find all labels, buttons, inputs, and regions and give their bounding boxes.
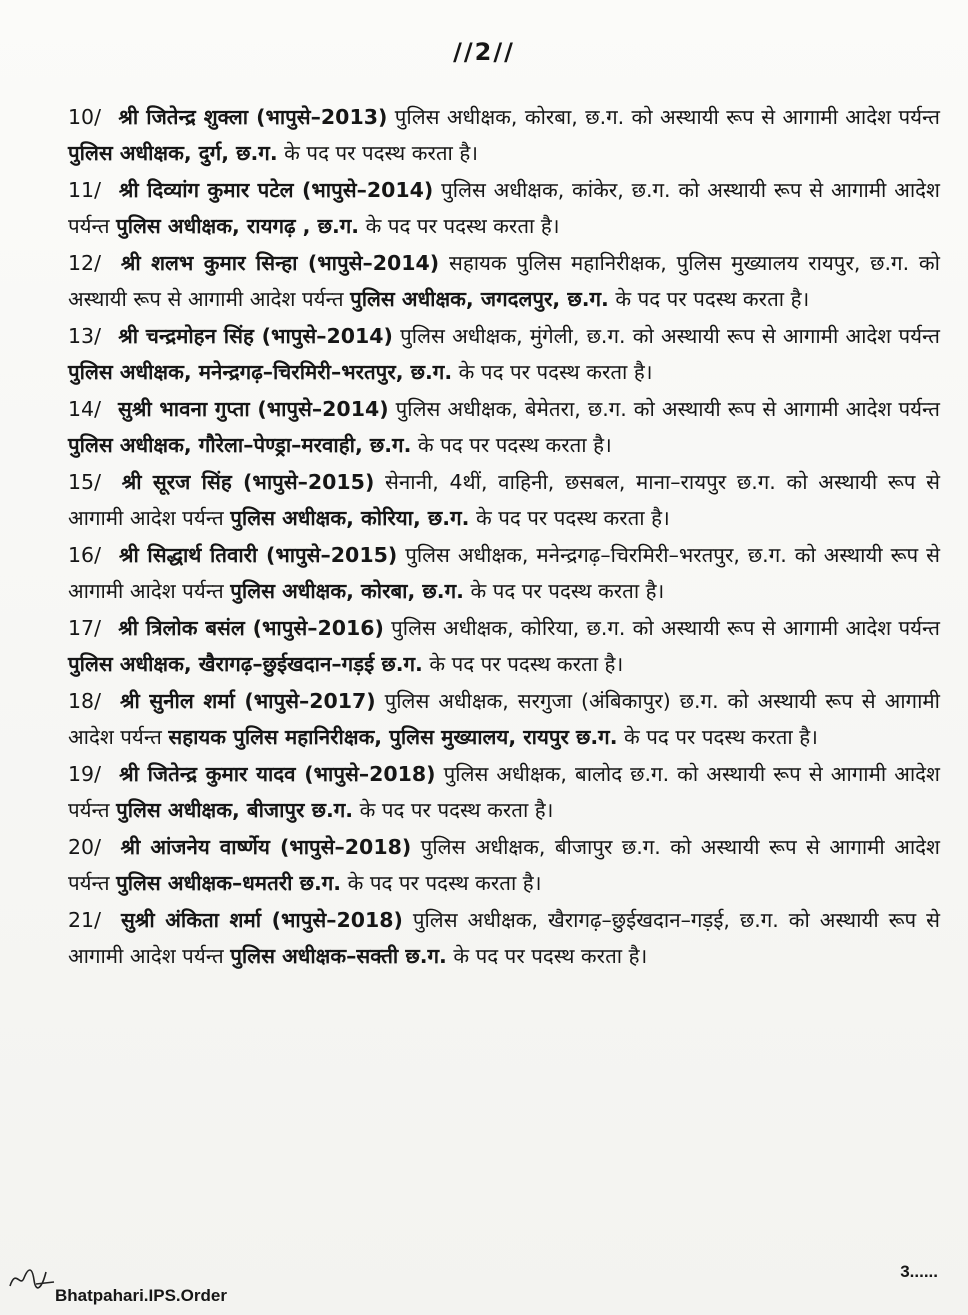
officer-name: श्री जितेन्द्र कुमार यादव (भापुसे–2018) [119,762,436,786]
officer-name: श्री जितेन्द्र शुक्ला (भापुसे–2013) [118,105,388,129]
order-suffix: के पद पर पदस्थ करता है। [347,870,542,895]
order-suffix: के पद पर पदस्थ करता है। [458,359,653,384]
order-suffix: के पद पर पदस्थ करता है। [417,432,612,457]
order-item [68,319,940,390]
order-number: 17/ [68,616,101,640]
current-post: सेनानी, 4थीं, वाहिनी, छसबल, माना–रायपुर छ.ग. को अस्थायी रूप से आगामी आदेश पर्यन्त [68,470,940,530]
new-post: पुलिस अधीक्षक, कोरबा, छ.ग. [230,578,464,603]
officer-name: श्री सूरज सिंह (भापुसे–2015) [121,470,375,494]
order-item [68,246,940,317]
new-post: पुलिस अधीक्षक–सक्ती छ.ग. [230,943,447,968]
officer-name: श्री दिव्यांग कुमार पटेल (भापुसे–2014) [118,178,434,202]
officer-name: श्री शलभ कुमार सिन्हा (भापुसे–2014) [120,251,440,275]
new-post: पुलिस अधीक्षक, बीजापुर छ.ग. [116,797,354,822]
officer-name: श्री सिद्धार्थ तिवारी (भापुसे–2015) [118,543,398,567]
order-suffix: के पद पर पदस्थ करता है। [359,797,554,822]
continuation-marker: 3...... [900,1262,938,1281]
order-number: 14/ [68,397,101,421]
new-post: पुलिस अधीक्षक, गौरेला–पेण्ड्रा–मरवाही, छ.ग. [68,432,412,457]
order-suffix: के पद पर पदस्थ करता है। [470,578,665,603]
order-suffix: के पद पर पदस्थ करता है। [429,651,624,676]
order-item [68,465,940,536]
order-suffix: के पद पर पदस्थ करता है। [615,286,810,311]
order-number: 21/ [68,908,101,932]
current-post: सहायक पुलिस महानिरीक्षक, पुलिस मुख्यालय रायपुर, छ.ग. को अस्थायी रूप से आगामी आदेश पर्यन्त [68,251,940,311]
new-post: पुलिस अधीक्षक, दुर्ग, छ.ग. [68,140,278,165]
order-suffix: के पद पर पदस्थ करता है। [624,724,818,749]
current-post: पुलिस अधीक्षक, कोरिया, छ.ग. को अस्थायी रूप से आगामी आदेश पर्यन्त [391,616,940,640]
new-post: पुलिस अधीक्षक, मनेन्द्रगढ़–चिरमिरी–भरतपुर, छ.ग. [68,359,453,384]
officer-name: श्री सुनील शर्मा (भापुसे–2017) [119,689,376,713]
new-post: पुलिस अधीक्षक, कोरिया, छ.ग. [230,505,470,530]
order-item [68,684,940,755]
watermark-text: Bhatpahari.IPS.Order [55,1286,227,1305]
order-number: 13/ [68,324,101,348]
order-number: 15/ [68,470,101,494]
new-post: सहायक पुलिस महानिरीक्षक, पुलिस मुख्यालय, रायपुर छ.ग. [168,724,618,749]
current-post: पुलिस अधीक्षक, कांकेर, छ.ग. को अस्थायी रूप से आगामी आदेश पर्यन्त [68,178,940,238]
order-list [68,100,940,976]
current-post: पुलिस अधीक्षक, मनेन्द्रगढ़–चिरमिरी–भरतपुर, छ.ग. को अस्थायी रूप से आगामी आदेश पर्यन्त [68,543,940,603]
order-item [68,611,940,682]
order-suffix: के पद पर पदस्थ करता है। [453,943,648,968]
order-number: 18/ [68,689,101,713]
current-post: पुलिस अधीक्षक, बालोद छ.ग. को अस्थायी रूप से आगामी आदेश पर्यन्त [68,762,940,822]
order-item [68,173,940,244]
order-number: 19/ [68,762,101,786]
new-post: पुलिस अधीक्षक, खैरागढ़–छुईखदान–गड़ई छ.ग. [68,651,423,676]
signature-icon [6,1258,58,1298]
order-number: 11/ [68,178,101,202]
order-item [68,757,940,828]
current-post: पुलिस अधीक्षक, सरगुजा (अंबिकापुर) छ.ग. को अस्थायी रूप से आगामी आदेश पर्यन्त [68,689,940,749]
order-number: 16/ [68,543,101,567]
new-post: पुलिस अधीक्षक–धमतरी छ.ग. [116,870,342,895]
order-item [68,903,940,974]
order-suffix: के पद पर पदस्थ करता है। [475,505,670,530]
current-post: पुलिस अधीक्षक, खैरागढ़–छुईखदान–गड़ई, छ.ग. को अस्थायी रूप से आगामी आदेश पर्यन्त [68,908,940,968]
officer-name: श्री आंजनेय वार्ष्णेय (भापुसे–2018) [120,835,412,859]
order-item [68,100,940,171]
officer-name: श्री त्रिलोक बसंल (भापुसे–2016) [118,616,384,640]
current-post: पुलिस अधीक्षक, बेमेतरा, छ.ग. को अस्थायी रूप से आगामी आदेश पर्यन्त [395,397,940,421]
officer-name: सुश्री भावना गुप्ता (भापुसे–2014) [118,397,389,421]
new-post: पुलिस अधीक्षक, जगदलपुर, छ.ग. [350,286,609,311]
page-number: //2// [453,38,515,66]
current-post: पुलिस अधीक्षक, बीजापुर छ.ग. को अस्थायी रूप से आगामी आदेश पर्यन्त [68,835,940,895]
order-number: 10/ [68,105,101,129]
officer-name: सुश्री अंकिता शर्मा (भापुसे–2018) [120,908,403,932]
order-item [68,538,940,609]
new-post: पुलिस अधीक्षक, रायगढ़ , छ.ग. [116,213,360,238]
order-suffix: के पद पर पदस्थ करता है। [284,140,479,165]
officer-name: श्री चन्द्रमोहन सिंह (भापुसे–2014) [118,324,393,348]
order-item [68,392,940,463]
current-post: पुलिस अधीक्षक, कोरबा, छ.ग. को अस्थायी रूप से आगामी आदेश पर्यन्त [394,105,940,129]
order-item [68,830,940,901]
order-number: 20/ [68,835,101,859]
order-suffix: के पद पर पदस्थ करता है। [365,213,560,238]
order-number: 12/ [68,251,101,275]
current-post: पुलिस अधीक्षक, मुंगेली, छ.ग. को अस्थायी रूप से आगामी आदेश पर्यन्त [400,324,940,348]
